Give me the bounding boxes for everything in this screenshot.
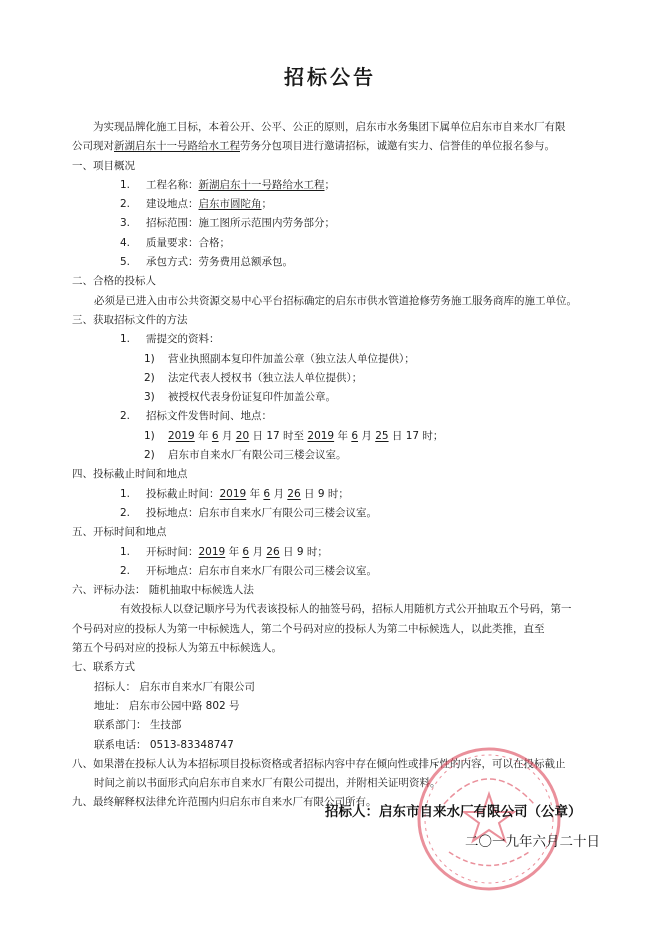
s3-sub-1-text: 营业执照副本复印件加盖公章（独立法人单位提供）； [168, 352, 415, 365]
s5-item-2-value: 启东市自来水厂有限公司三楼会议室。 [198, 564, 377, 577]
s1-item-5-value: 劳务费用总额承包 [198, 256, 283, 269]
s1-item-3-tail: ； [324, 217, 335, 230]
s3-item-2 [72, 409, 632, 428]
sale-text-c: 日 17 时至 [249, 429, 308, 442]
s5-item-1-num: 1. [120, 545, 131, 558]
contact-phone: 联系电话： 0513-83348747 [94, 738, 234, 751]
s1-item-5-tail: 。 [282, 256, 293, 269]
section-5-heading: 五、开标时间和地点 [72, 526, 167, 539]
intro-prefix: 公司现对 [72, 140, 114, 153]
s3-sub-3 [72, 390, 632, 409]
s3-sub-3-num: 3) [144, 391, 155, 404]
contact-tenderer: 招标人： 启东市自来水厂有限公司 [94, 680, 255, 693]
s1-item-3 [72, 216, 632, 235]
s4-item-2-value: 启东市自来水厂有限公司三楼会议室。 [198, 506, 377, 519]
signature-date: 二〇一九年六月二十日 [465, 834, 600, 850]
s1-item-2-value: 启东市圆陀角 [198, 198, 262, 211]
s1-item-5-label: 承包方式： [146, 256, 199, 269]
bid-deadline-day: 26 [287, 487, 301, 500]
section-3-heading: 三、获取招标文件的方法 [72, 313, 188, 326]
sale-text-a: 年 [194, 429, 212, 442]
s3-item-2-num: 2. [120, 410, 131, 423]
opening-month: 6 [242, 545, 250, 558]
sale-text-b: 月 [218, 429, 236, 442]
s3-sale-place-num: 2) [144, 449, 155, 462]
s3-item-2-text: 招标文件发售时间、地点： [146, 410, 272, 423]
s4-item-2 [72, 506, 632, 525]
intro-line-1: 为实现品牌化施工目标，本着公开、公平、公正的原则，启东市水务集团下属单位启东市自来水厂有限 [93, 121, 566, 133]
s3-sale-time [72, 429, 632, 448]
s3-item-1-num: 1. [120, 333, 131, 346]
s1-item-1-value: 新湖启东十一号路给水工程 [198, 178, 325, 191]
s3-sale-place-text: 启东市自来水厂有限公司三楼会议室。 [168, 449, 347, 462]
s1-item-4 [72, 236, 632, 255]
s5-t3: 日 9 时； [279, 545, 328, 558]
sale-text-f: 日 17 时； [388, 429, 444, 442]
s5-item-2-label: 开标地点： [146, 564, 199, 577]
sale-text-e: 月 [358, 429, 376, 442]
signer-line: 招标人：启东市自来水厂有限公司（公章） [325, 804, 582, 820]
s6-para-line-2: 个号码对应的投标人为第一中标候选人，第二个号码对应的投标人为第二中标候选人，以此类推，直至 [72, 622, 545, 635]
notice-body [72, 120, 632, 815]
s3-sale-time-num: 1) [144, 429, 155, 442]
s4-item-2-label: 投标地点： [146, 506, 199, 519]
sale-end-year: 2019 [307, 429, 335, 442]
section-7-heading: 七、联系方式 [72, 661, 135, 674]
s1-item-2-label: 建设地点： [146, 198, 199, 211]
s3-item-1-text: 需提交的资料： [146, 333, 220, 346]
sale-start-year: 2019 [168, 429, 195, 442]
s4-item-1 [72, 487, 632, 506]
s3-sub-2-num: 2) [144, 371, 155, 384]
s4-item-2-num: 2. [120, 506, 131, 519]
contact-dept: 联系部门： 生技部 [94, 719, 182, 732]
s3-sub-1 [72, 352, 632, 371]
s1-item-3-label: 招标范围： [146, 217, 199, 230]
s4-t1: 年 [246, 487, 264, 500]
page-title: 招标公告 [284, 65, 376, 89]
section-9-text: 九、最终解释权法律允许范围内归启东市自来水厂有限公司所有。 [72, 796, 377, 809]
s4-item-1-label: 投标截止时间： [146, 487, 220, 500]
s4-item-1-num: 1. [120, 487, 131, 500]
s1-item-3-value: 施工图所示范围内劳务部分 [198, 217, 325, 230]
s1-item-1 [72, 178, 632, 197]
s3-sub-2-text: 法定代表人授权书（独立法人单位提供）； [168, 371, 363, 384]
s1-item-1-label: 工程名称： [146, 178, 199, 191]
s5-t2: 月 [249, 545, 267, 558]
s5-item-2-num: 2. [120, 564, 131, 577]
s4-t3: 日 9 时； [300, 487, 349, 500]
sale-start-day: 20 [235, 429, 250, 442]
s1-item-2-num: 2. [120, 198, 131, 211]
s1-item-2 [72, 197, 632, 216]
opening-day: 26 [266, 545, 280, 558]
s1-item-5 [72, 255, 632, 274]
section-1-heading: 一、项目概况 [72, 159, 135, 172]
s1-item-2-tail: ； [261, 198, 272, 211]
s1-item-5-num: 5. [120, 256, 131, 269]
s1-item-4-label: 质量要求： [146, 236, 199, 249]
s3-sub-2 [72, 371, 632, 390]
sale-end-month: 6 [351, 429, 358, 442]
bid-deadline-year: 2019 [219, 487, 247, 500]
s1-item-1-tail: ； [324, 178, 335, 191]
section-8-line-2: 时间之前以书面形式向启东市自来水厂有限公司提出，并附相关证明资料。 [94, 777, 441, 790]
s5-t1: 年 [225, 545, 243, 558]
sale-start-month: 6 [211, 429, 219, 442]
s5-item-2 [72, 564, 632, 583]
s3-sub-3-text: 被授权代表身份证复印件加盖公章。 [168, 391, 336, 404]
s2-text: 必须是已进入由市公共资源交易中心平台招标确定的启东市供水管道抢修劳务施工服务商库的施工单位。 [94, 294, 577, 307]
section-2-heading: 二、合格的投标人 [72, 275, 156, 288]
section-8-line-1: 八、如果潜在投标人认为本招标项目投标资格或者招标内容中存在倾向性或排斥性的内容，可以在投标截止 [72, 757, 566, 770]
s1-item-4-tail: ； [219, 236, 230, 249]
s1-item-3-num: 3. [120, 217, 131, 230]
s3-sub-1-num: 1) [144, 352, 155, 365]
s1-item-4-value: 合格 [198, 236, 220, 249]
contact-address: 地址： 启东市公园中路 802 号 [94, 699, 240, 712]
sale-end-day: 25 [375, 429, 389, 442]
s1-item-4-num: 4. [120, 236, 131, 249]
section-4-heading: 四、投标截止时间和地点 [72, 468, 188, 481]
s6-para-line-3: 第五个号码对应的投标人为第五中标候选人。 [72, 642, 282, 655]
sale-text-d: 年 [334, 429, 352, 442]
s1-item-1-num: 1. [120, 178, 131, 191]
intro-line-2 [72, 139, 632, 158]
s6-para-line-1: 有效投标人以登记顺序号为代表该投标人的抽签号码，招标人用随机方式公开抽取五个号码，第一 [120, 603, 572, 616]
s5-item-1-label: 开标时间： [146, 545, 199, 558]
s3-sale-place [72, 448, 632, 467]
intro-project-name: 新湖启东十一号路给水工程 [114, 140, 240, 153]
bid-deadline-month: 6 [263, 487, 271, 500]
intro-suffix: 劳务分包项目进行邀请招标，诚邀有实力、信誉佳的单位报名参与。 [240, 140, 555, 153]
s4-t2: 月 [270, 487, 288, 500]
opening-year: 2019 [198, 545, 226, 558]
s3-item-1 [72, 332, 632, 351]
section-6-heading: 六、评标办法： 随机抽取中标候选人法 [72, 584, 254, 597]
s5-item-1 [72, 545, 632, 564]
